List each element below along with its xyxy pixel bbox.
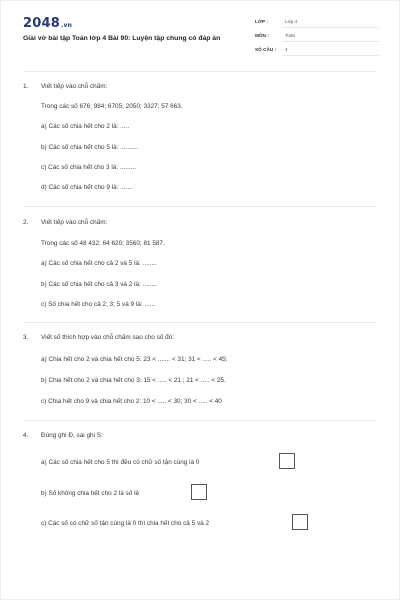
meta-value: Toán — [285, 33, 296, 38]
question-prompt: Viết tiếp vào chỗ chấm: — [41, 83, 108, 90]
answer-box[interactable] — [191, 484, 207, 500]
meta-grade — [255, 16, 379, 28]
question-line: b) Các số chia hết cho 5 là: .......... — [41, 144, 138, 151]
question-line: Trong các số 676; 984; 6705; 2050; 3327; 57 663. — [41, 103, 183, 110]
meta-label: SỐ CÂU : — [255, 47, 277, 52]
meta-label: MÔN : — [255, 33, 269, 38]
divider — [23, 322, 377, 323]
divider — [23, 71, 377, 72]
question-number: 4. — [23, 432, 29, 439]
meta-underline — [283, 27, 379, 28]
question-line: c) Chia hết cho 9 và chia hết cho 2: 10 < ..... < 30; 30 < ..... < 40 — [41, 398, 222, 405]
question-line: b) Chia hết cho 2 và chia hết cho 3: 15 < ..... < 21 ; 21 < ..... < 25. — [41, 377, 226, 384]
meta-value: Lớp 4 — [285, 19, 298, 24]
divider — [23, 206, 377, 207]
meta-subject — [255, 30, 379, 42]
question-line: d) Các số chia hết cho 9 là: ....... — [41, 184, 133, 191]
question-line: b) Số không chia hết cho 2 là số lẻ — [41, 490, 140, 497]
question-prompt: Viết số thích hợp vào chỗ chấm sao cho số đó: — [41, 334, 175, 341]
meta-underline — [283, 55, 379, 56]
question-prompt: Đúng ghi Đ, sai ghi S: — [41, 432, 103, 439]
question-line: a) Các số chia hết cho 5 thì đều có chữ số tận cùng là 0 — [41, 459, 200, 466]
question-line: a) Chia hết cho 2 và chia hết cho 5: 23 < ....... < 31; 31 < ..... < 45; — [41, 356, 228, 363]
meta-value: 4 — [285, 47, 288, 52]
answer-box[interactable] — [292, 514, 308, 530]
question-line: b) Các số chia hết cho cả 3 và 2 là: ........ — [41, 281, 157, 288]
question-prompt: Viết tiếp vào chỗ chấm: — [41, 219, 108, 226]
answer-box[interactable] — [279, 453, 295, 469]
question-number: 1. — [23, 83, 29, 90]
logo-sub: .vn — [60, 22, 73, 29]
meta-label: LỚP : — [255, 19, 268, 24]
question-line: c) Các số có chữ số tận cùng là 0 thì chia hết cho cả 5 và 2 — [41, 520, 210, 527]
question-line: a) Các số chia hết cho cả 2 và 5 là: ........ — [41, 260, 157, 267]
question-number: 2. — [23, 219, 29, 226]
meta-underline — [283, 41, 379, 42]
site-logo[interactable] — [23, 16, 72, 31]
divider — [23, 420, 377, 421]
question-line: c) Số chia hết cho cả 2; 3; 5 và 9 là: ...... — [41, 301, 156, 308]
page-title: Giải vở bài tập Toán lớp 4 Bài 90: Luyện tập chung có đáp án — [23, 35, 221, 42]
question-number: 3. — [23, 334, 29, 341]
question-line: a) Các số chia hết cho 2 là: ..... — [41, 123, 130, 130]
question-line: Trong các số 48 432; 64 620; 3560; 81 587. — [41, 240, 165, 247]
meta-question-count — [255, 44, 379, 56]
question-line: c) Các số chia hết cho 3 là: ......... — [41, 164, 136, 171]
logo-main: 2048 — [23, 16, 60, 31]
